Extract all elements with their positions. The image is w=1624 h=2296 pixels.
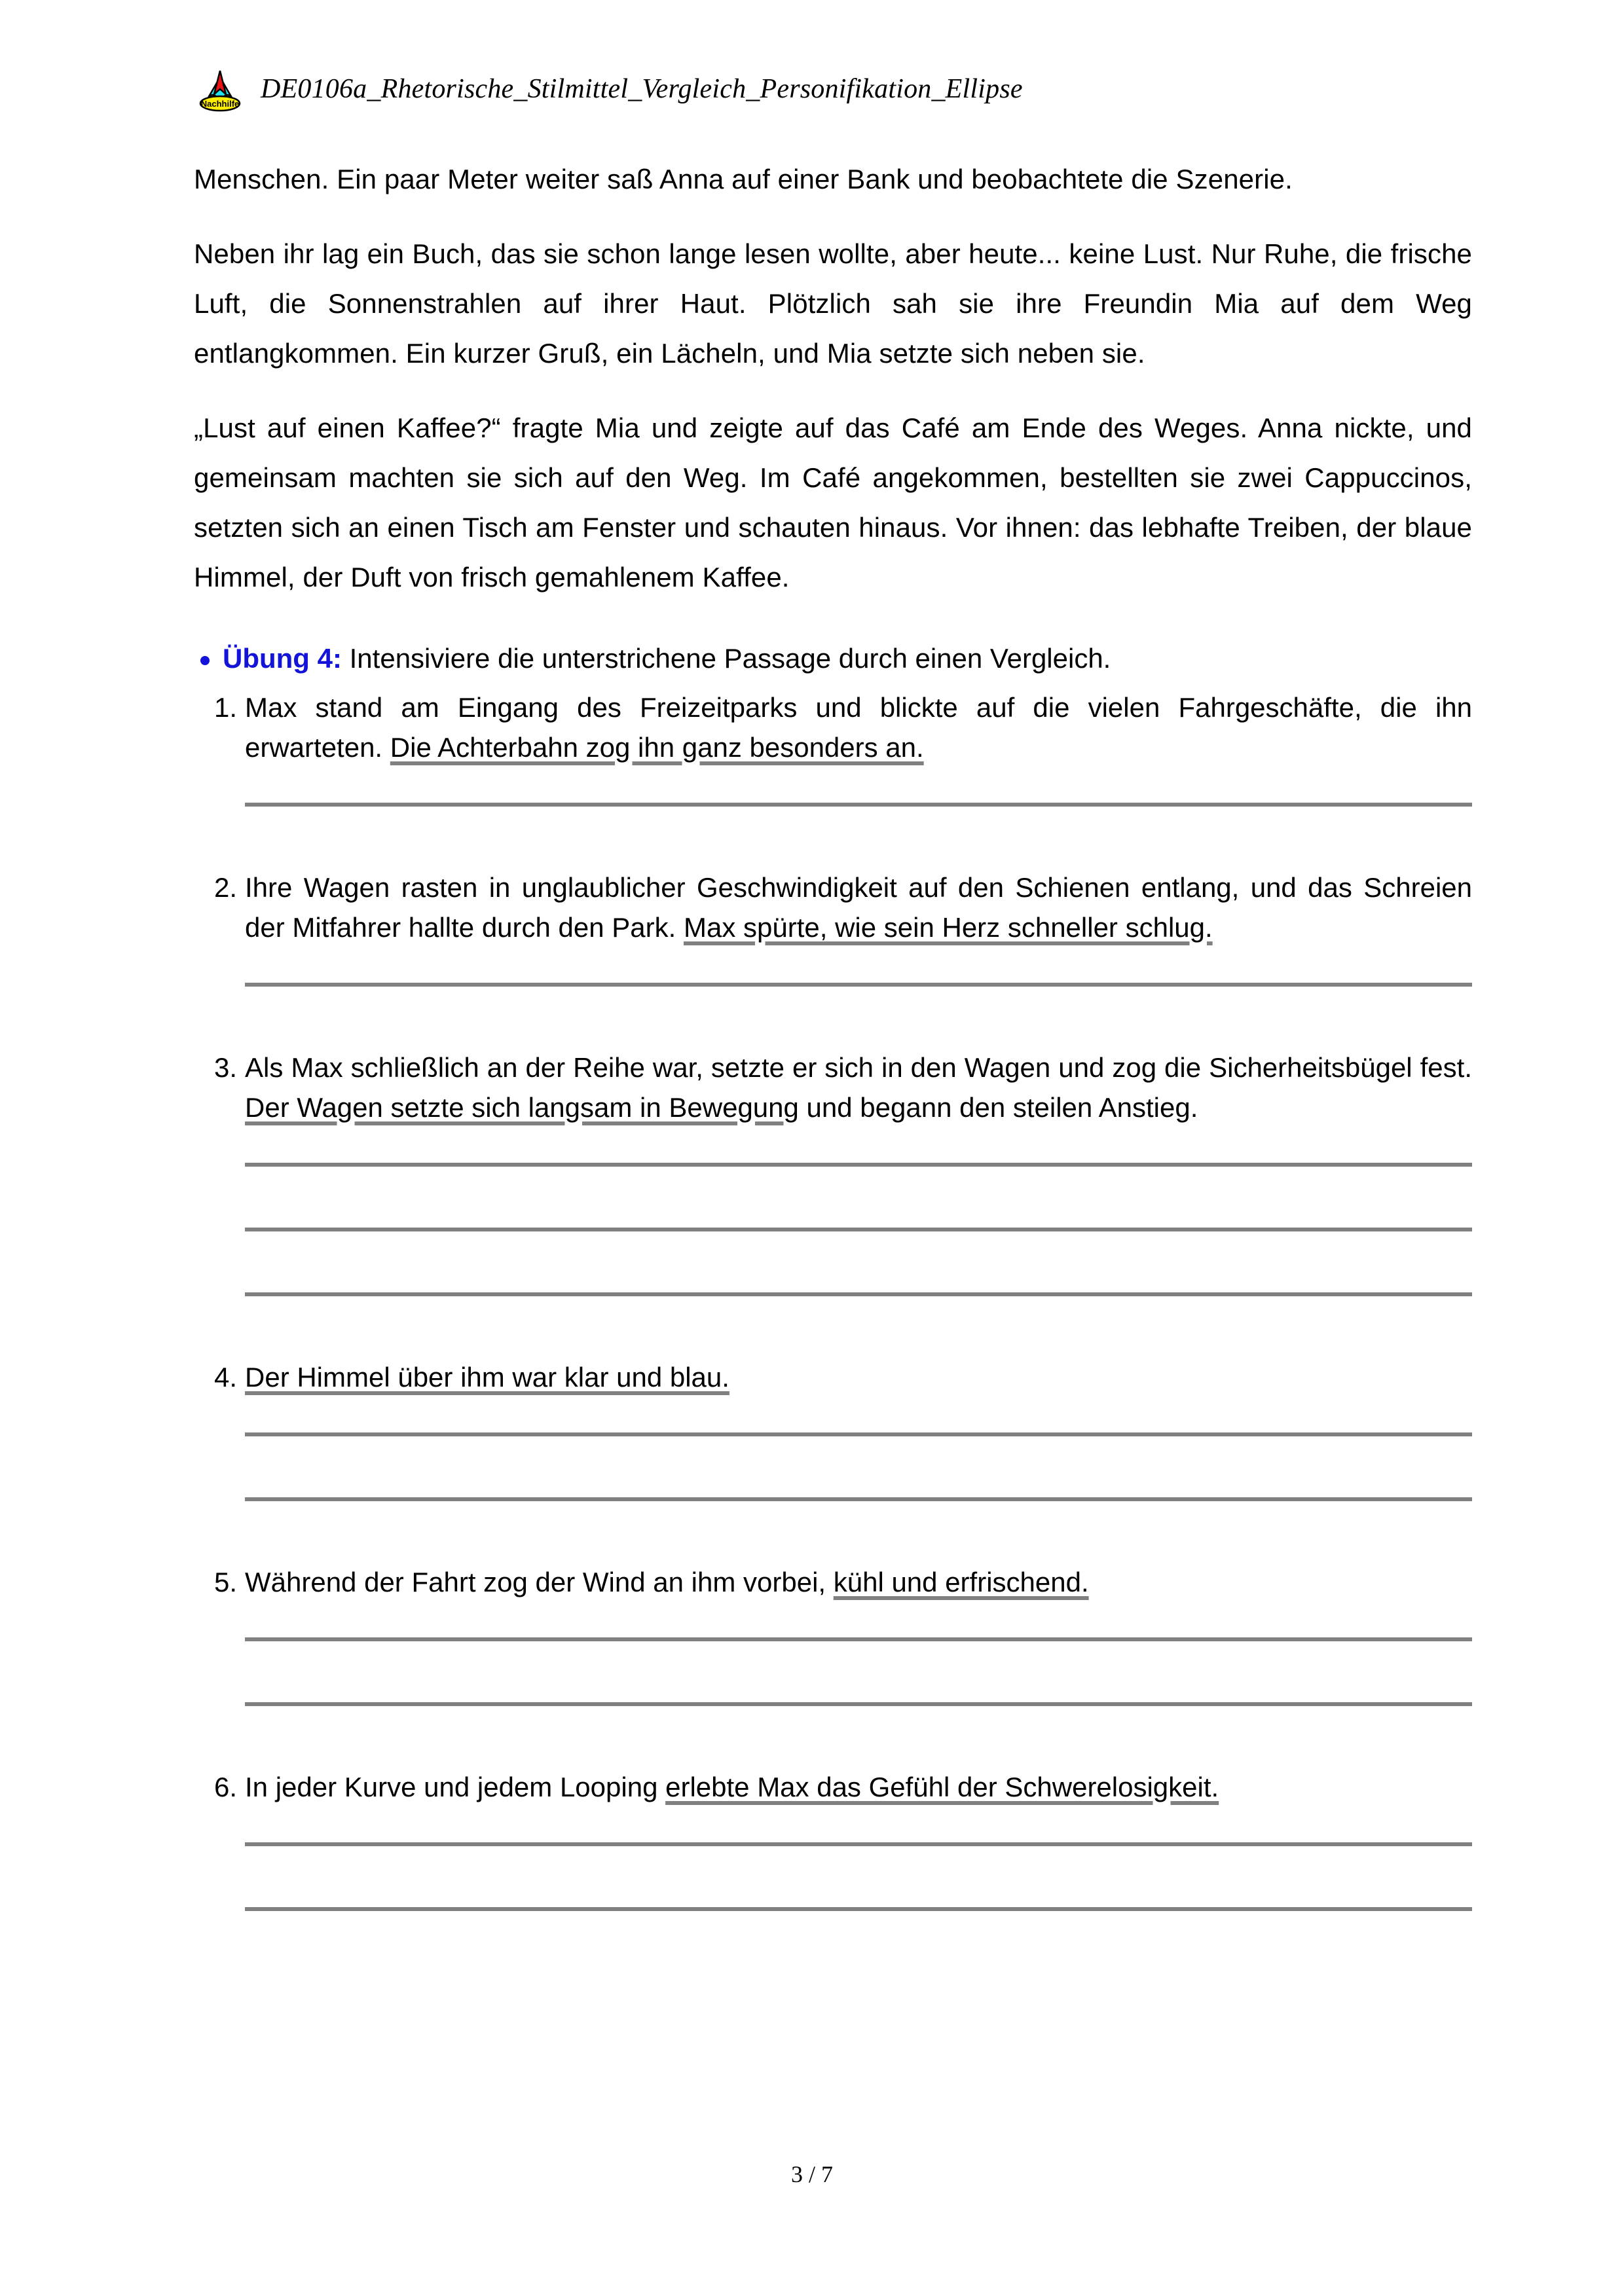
list-item-text	[194, 1048, 1472, 1127]
exercise-item-list	[194, 687, 1472, 1911]
list-item-plain-before: Ihre Wagen rasten in unglaublicher Geschwindigkeit auf den Schienen entlang, und das Schreien der Mitfahrer hallte durch den Park.	[245, 872, 1472, 943]
list-item-number: 6.	[213, 1772, 237, 1802]
page-footer	[0, 2160, 1624, 2188]
logo-wordmark: Nachhilfe	[200, 99, 240, 109]
list-item-text	[194, 1767, 1472, 1807]
answer-area[interactable]	[194, 767, 1472, 807]
list-item-text	[194, 867, 1472, 947]
list-item	[194, 1296, 1472, 1501]
document-title: DE0106a_Rhetorische_Stilmittel_Vergleich_Personifikation_Ellipse	[261, 73, 1023, 104]
list-item-underlined: Die Achterbahn zog ihn ganz besonders an.	[390, 732, 924, 763]
list-item-underlined: Max spürte, wie sein Herz schneller schlug.	[684, 912, 1213, 943]
list-item-plain-before: In jeder Kurve und jedem Looping	[245, 1772, 666, 1802]
bullet-icon	[200, 656, 210, 665]
page-indicator: 3 / 7	[790, 2161, 833, 2187]
list-item-number: 5.	[213, 1567, 237, 1597]
document-body	[194, 155, 1472, 1911]
list-item	[194, 1501, 1472, 1706]
answer-area[interactable]	[194, 1127, 1472, 1296]
list-item-number: 4.	[213, 1362, 237, 1393]
list-item-text	[194, 687, 1472, 767]
answer-area[interactable]	[194, 1807, 1472, 1911]
list-item-text	[194, 1357, 1472, 1397]
paragraph: „Lust auf einen Kaffee?“ fragte Mia und zeigte auf das Café am Ende des Weges. Anna nickte, und gemeinsam machten sie sich auf den Weg. Im Café angekommen, bestellten sie zwei Cappuccinos, setzten sich an einen Tisch am Fenster und schauten hinaus. Vor ihnen: das lebhafte Treiben, der blaue Himmel, der Duft von frisch gemahlenem Kaffee.	[194, 412, 1472, 592]
answer-area[interactable]	[194, 1602, 1472, 1706]
list-item-plain-before: Als Max schließlich an der Reihe war, setzte er sich in den Wagen und zog die Sicherheitsbügel fest.	[245, 1052, 1472, 1083]
list-item-underlined: Der Wagen setzte sich langsam in Bewegung	[245, 1092, 799, 1123]
list-item-underlined: kühl und erfrischend.	[833, 1567, 1089, 1597]
list-item-plain-after: und begann den steilen Anstieg.	[798, 1092, 1198, 1123]
answer-line[interactable]	[245, 1907, 1472, 1911]
exercise-description: Intensiviere die unterstrichene Passage durch einen Vergleich.	[349, 643, 1111, 674]
exercise-label: Übung 4:	[223, 643, 342, 674]
list-item	[194, 1706, 1472, 1911]
list-item-plain-before: Während der Fahrt zog der Wind an ihm vorbei,	[245, 1567, 834, 1597]
list-item	[194, 687, 1472, 807]
list-item-number: 1.	[213, 692, 237, 723]
list-item-number: 3.	[213, 1052, 237, 1083]
list-item-plain-before: Max stand am Eingang des Freizeitparks und blickte auf die vielen Fahrgeschäfte, die ihn erwarteten.	[245, 692, 1472, 763]
page-header	[196, 63, 1480, 115]
paragraph: Menschen. Ein paar Meter weiter saß Anna auf einer Bank und beobachtete die Szenerie.	[194, 164, 1293, 194]
list-item	[194, 807, 1472, 987]
answer-area[interactable]	[194, 1397, 1472, 1501]
list-item-text	[194, 1562, 1472, 1602]
answer-area[interactable]	[194, 947, 1472, 987]
exercise-heading	[194, 639, 1472, 678]
paragraph: Neben ihr lag ein Buch, das sie schon lange lesen wollte, aber heute... keine Lust. Nur Ruhe, die frische Luft, die Sonnenstrahlen auf ihrer Haut. Plötzlich sah sie ihre Freundin Mia auf dem Weg entlangkommen. Ein kurzer Gruß, ein Lächeln, und Mia setzte sich neben sie.	[194, 238, 1472, 369]
list-item-underlined: Der Himmel über ihm war klar und blau.	[245, 1362, 729, 1393]
list-item	[194, 987, 1472, 1296]
list-item-number: 2.	[213, 872, 237, 903]
list-item-underlined: erlebte Max das Gefühl der Schwerelosigkeit.	[665, 1772, 1219, 1802]
nachhilfe-mountain-logo-icon	[196, 65, 244, 113]
